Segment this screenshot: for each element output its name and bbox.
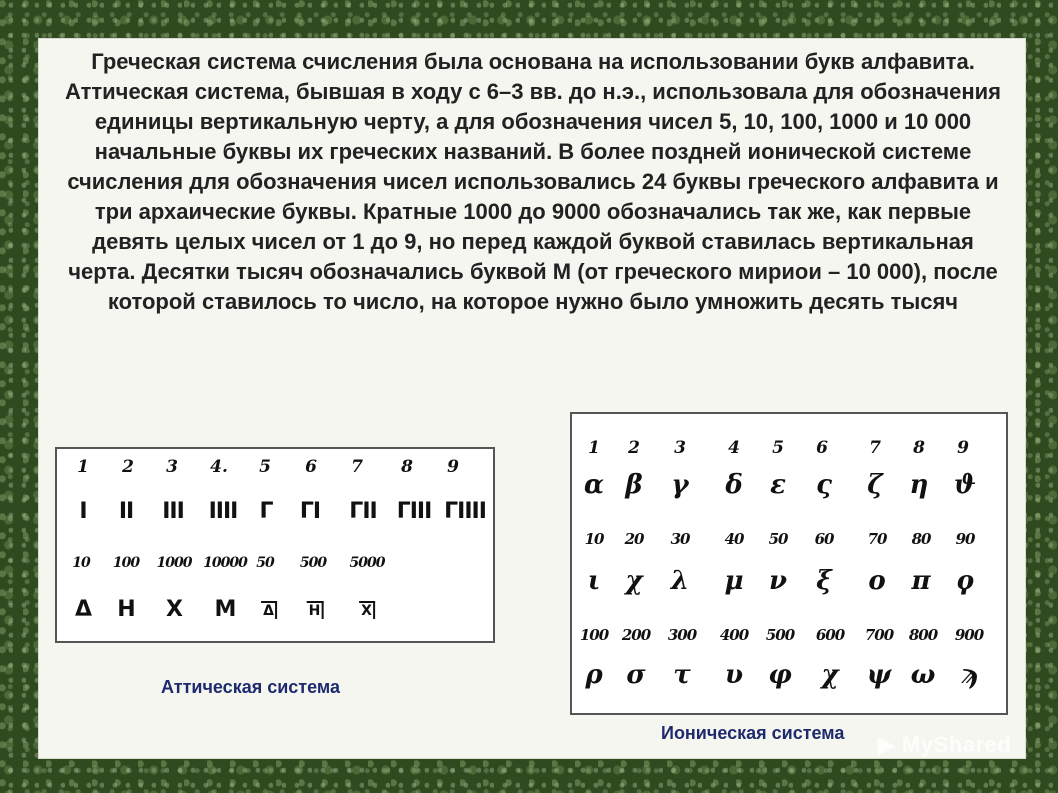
ionic-value: 100 [579,626,609,644]
ionic-letter: ψ [866,660,892,690]
attic-table [55,447,495,643]
ionic-letter: ο [868,566,886,596]
attic-value: 50 [256,555,274,571]
attic-digit: 4. [210,457,228,477]
attic-symbol: ΓIIII [444,499,486,524]
ionic-letter: β [625,470,643,500]
ionic-value: 10 [584,530,604,548]
ionic-digit: 8 [913,438,925,458]
ionic-digit: 3 [674,438,686,458]
attic-symbol: I [79,499,87,524]
attic-digit: 2 [122,457,134,477]
ionic-letter: α [583,470,605,500]
ionic-value: 30 [670,530,690,548]
ionic-digit: 1 [588,438,600,458]
ionic-letter: τ [673,660,691,690]
ionic-letter: ω [910,660,936,690]
attic-symbol: ΓIII [396,499,432,524]
attic-symbol: Γ [259,499,273,524]
ionic-value: 200 [621,626,651,644]
ionic-value: 300 [667,626,697,644]
ionic-value: 40 [724,530,744,548]
ionic-letter: δ [725,470,743,500]
attic-symbol: IIII [208,499,238,524]
ionic-letter: ς [816,470,832,500]
ionic-letter: χ [625,566,643,596]
ionic-letter: η [909,470,929,500]
attic-digit: 1 [77,457,89,477]
attic-symbol: II [118,499,134,524]
ionic-letter: φ [768,660,792,690]
attic-digit: 9 [447,457,459,477]
main-text: Греческая система счисления была основана на использовании букв алфавита. Аттическая система, бывшая в ходу с 6–3 вв. до н.э., использовала для обозначения единицы вертикальную черту, а для обозначения чисел 5, 10, 100, 1000 и 10 000 начальные буквы их греческих названий. В более поздней ионической системе счисления для обозначения чисел использовались 24 буквы греческого алфавита и три архаические буквы. Кратные 1000 до 9000 обозначались так же, как первые девять целых чисел от 1 до 9, но перед каждой буквой ставилась вертикальная черта. Десятки тысяч обозначались буквой М (от греческого мириои – 10 000), после которой ставилось то число, на которое нужно было умножить десять тысяч [65,49,1001,314]
ionic-value: 70 [867,530,887,548]
ionic-value: 90 [955,530,975,548]
attic-symbol: ΓI [299,499,321,524]
attic-symbol: ΓII [349,499,377,524]
watermark-text: MyShared [902,732,1012,757]
attic-value: 100 [112,555,140,571]
ionic-letter: ξ [816,566,832,596]
ionic-value: 60 [814,530,834,548]
ionic-digit: 4 [728,438,740,458]
ionic-letter: μ [724,566,744,596]
slide [38,38,1026,759]
attic-digit: 5 [259,457,271,477]
ionic-value: 500 [765,626,795,644]
attic-letter: X [166,597,182,622]
ionic-letter: λ [670,566,690,596]
ionic-letter: ζ [867,470,883,500]
ionic-letter: ϙ [956,566,974,596]
ionic-letter: π [911,566,931,596]
ionic-value: 50 [768,530,788,548]
attic-letter: Δ [74,597,92,622]
ionic-letter: ι [587,566,601,596]
ionic-digit: 9 [957,438,969,458]
ionic-digit: 7 [869,438,881,458]
ionic-letter: ν [768,566,788,596]
ionic-value: 700 [864,626,894,644]
ionic-value: 900 [954,626,984,644]
ionic-letter: γ [671,470,689,500]
attic-digit: 8 [401,457,413,477]
attic-letter: M [214,597,236,622]
ionic-letter: υ [724,660,744,690]
ionic-value: 800 [908,626,938,644]
ionic-letter: σ [626,660,646,690]
attic-letter: H [117,597,135,622]
ionic-value: 80 [911,530,931,548]
ionic-caption: Ионическая система [661,723,845,743]
attic-combined-letter: X [359,601,375,619]
ionic-letter: ϑ [953,470,977,500]
ionic-digit: 5 [772,438,784,458]
attic-digit: 7 [351,457,363,477]
attic-value: 10 [72,555,90,571]
attic-combined-letter: H [307,601,324,619]
attic-combined-letter: Δ [261,601,277,619]
attic-caption: Аттическая система [161,677,340,697]
watermark-logo-icon: ▶ [878,732,903,757]
attic-digit: 3 [166,457,178,477]
attic-value: 500 [299,555,327,571]
ionic-letter: ε [770,470,786,500]
attic-value: 1000 [156,555,192,571]
ionic-digit: 2 [628,438,640,458]
attic-value: 10000 [203,555,247,571]
watermark [878,732,1011,758]
ionic-letter: ρ [585,660,603,690]
attic-digit: 6 [305,457,317,477]
ionic-table [570,412,1008,715]
ionic-letter: χ [821,660,839,690]
ionic-digit: 6 [816,438,828,458]
ionic-value: 400 [719,626,749,644]
ionic-value: 20 [624,530,644,548]
attic-symbol: III [162,499,184,524]
ionic-letter: ϡ [960,660,978,690]
ionic-value: 600 [815,626,845,644]
attic-value: 5000 [349,555,385,571]
